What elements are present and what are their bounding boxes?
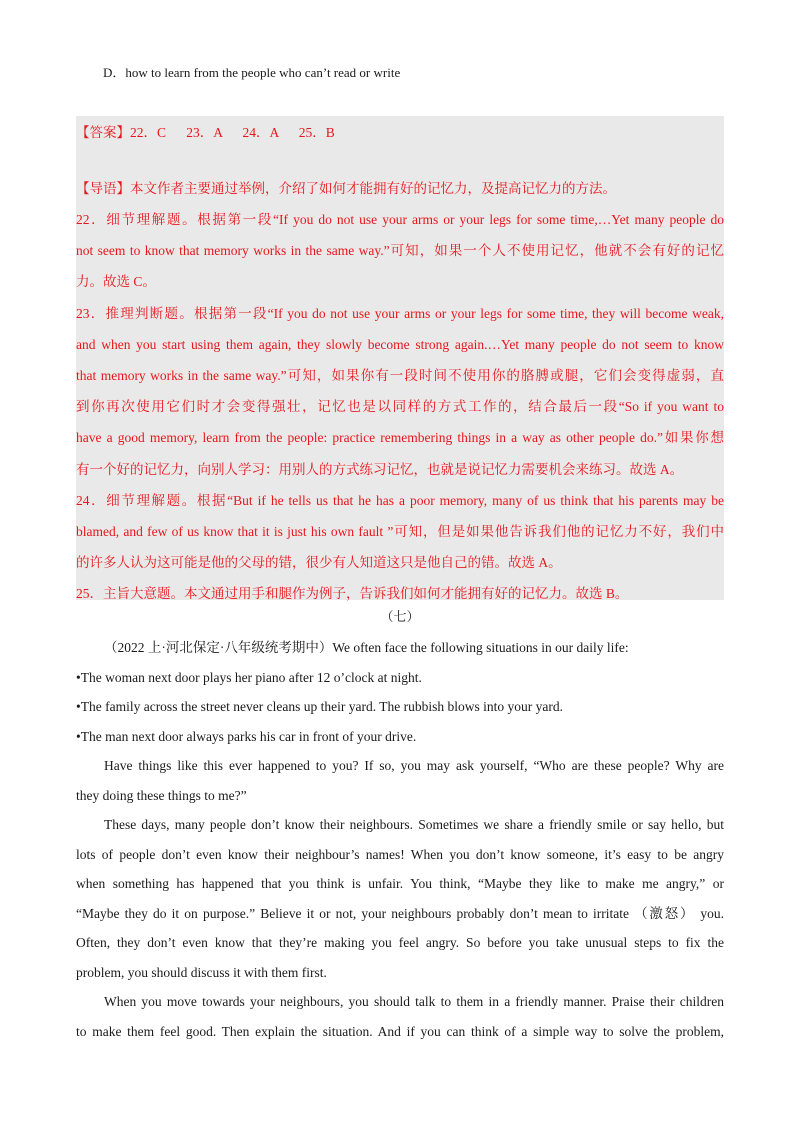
paragraph-line: lots of people don’t even know their neighbour’s names! When you don’t know someone, it’s easy to be angry <box>76 846 724 862</box>
bullet-item: •The woman next door plays her piano after 12 o’clock at night. <box>76 669 422 685</box>
explanation-line: 有一个好的记忆力，向别人学习：用别人的方式练习记忆，也就是说记忆力需要机会来练习。故选 A。 <box>76 461 684 477</box>
paragraph-line: when something has happened that you think is unfair. You think, “Maybe they like to make me angry,” or <box>76 876 724 891</box>
explanation-line: not seem to know that memory works in the same way.”可知，如果一个人不使用记忆，他就不会有好的记忆 <box>76 243 724 259</box>
explanation-line: 23．推理判断题。根据第一段“If you do not use your arms or your legs for some time, they will become weak, <box>76 305 724 321</box>
explanation-line: 力。故选 C。 <box>76 274 156 290</box>
bullet-item: •The family across the street never cleans up their yard. The rubbish blows into your yard. <box>76 699 563 714</box>
reading-passage <box>76 633 724 1046</box>
explanation-line: that memory works in the same way.”可知，如果你有一段时间不使用你的胳膊或腿，它们会变得虚弱，直 <box>76 367 724 383</box>
explanation-line: 的许多人认为这可能是他的父母的错，很少有人知道这只是他自己的错。故选 A。 <box>76 555 562 571</box>
guide-line: 【导语】本文作者主要通过举例，介绍了如何才能拥有好的记忆力，及提高记忆力的方法。 <box>76 181 616 196</box>
explanation-line: 22．细节理解题。根据第一段“If you do not use your arms or your legs for some time,…Yet many people do <box>76 212 724 227</box>
answer-explanation-box <box>76 116 724 600</box>
explanation-block <box>76 204 724 609</box>
paragraph-line: to make them feel good. Then explain the situation. And if you can think of a simple way to solve the problem, <box>76 1023 724 1039</box>
section-title: （七） <box>380 610 420 625</box>
bullet-item: •The man next door always parks his car in front of your drive. <box>76 728 417 744</box>
paragraph-line: When you move towards your neighbours, you should talk to them in a friendly manner. Praise their children <box>104 994 724 1009</box>
paragraph-line: Often, they don’t even know that they’re making you feel angry. So before you take unusual steps to fix the <box>76 935 724 950</box>
paragraph-line: “Maybe they do it on purpose.” Believe it or not, your neighbours probably don’t mean to irritate （激怒） you. <box>76 905 724 921</box>
explanation-line: blamed, and few of us know that it is just his own fault ”可知，但是如果他告诉我们他的记忆力不好，我们中 <box>76 523 724 539</box>
paragraph-line: problem, you should discuss it with them first. <box>76 964 327 980</box>
paragraph-line: These days, many people don’t know their neighbours. Sometimes we share a friendly smile or say hello, but <box>104 817 724 832</box>
option-d: D．how to learn from the people who can’t read or write <box>103 65 401 80</box>
explanation-line: have a good memory, learn from the people: practice remembering things in a way as other people do.”如果你想 <box>76 430 724 446</box>
explanation-line: and when you start using them again, they slowly become strong again.…Yet many people do not seem to know <box>76 336 724 352</box>
explanation-line: 25．主旨大意题。本文通过用手和腿作为例子，告诉我们如何才能拥有好的记忆力。故选 B。 <box>76 586 629 602</box>
passage-source-line: （2022 上·河北保定·八年级统考期中）We often face the following situations in our daily life: <box>104 640 629 655</box>
paragraph-line: Have things like this ever happened to you? If so, you may ask yourself, “Who are these people? Why are <box>104 758 724 773</box>
paragraph-line: they doing these things to me?” <box>76 787 247 803</box>
answer-line: 【答案】22．C 23．A 24．A 25．B <box>76 125 335 140</box>
explanation-line: 到你再次使用它们时才会变得强壮，记忆也是以同样的方式工作的，结合最后一段“So if you want to <box>76 399 724 415</box>
explanation-line: 24．细节理解题。根据“But if he tells us that he has a poor memory, many of us think that his parents may be <box>76 492 724 508</box>
